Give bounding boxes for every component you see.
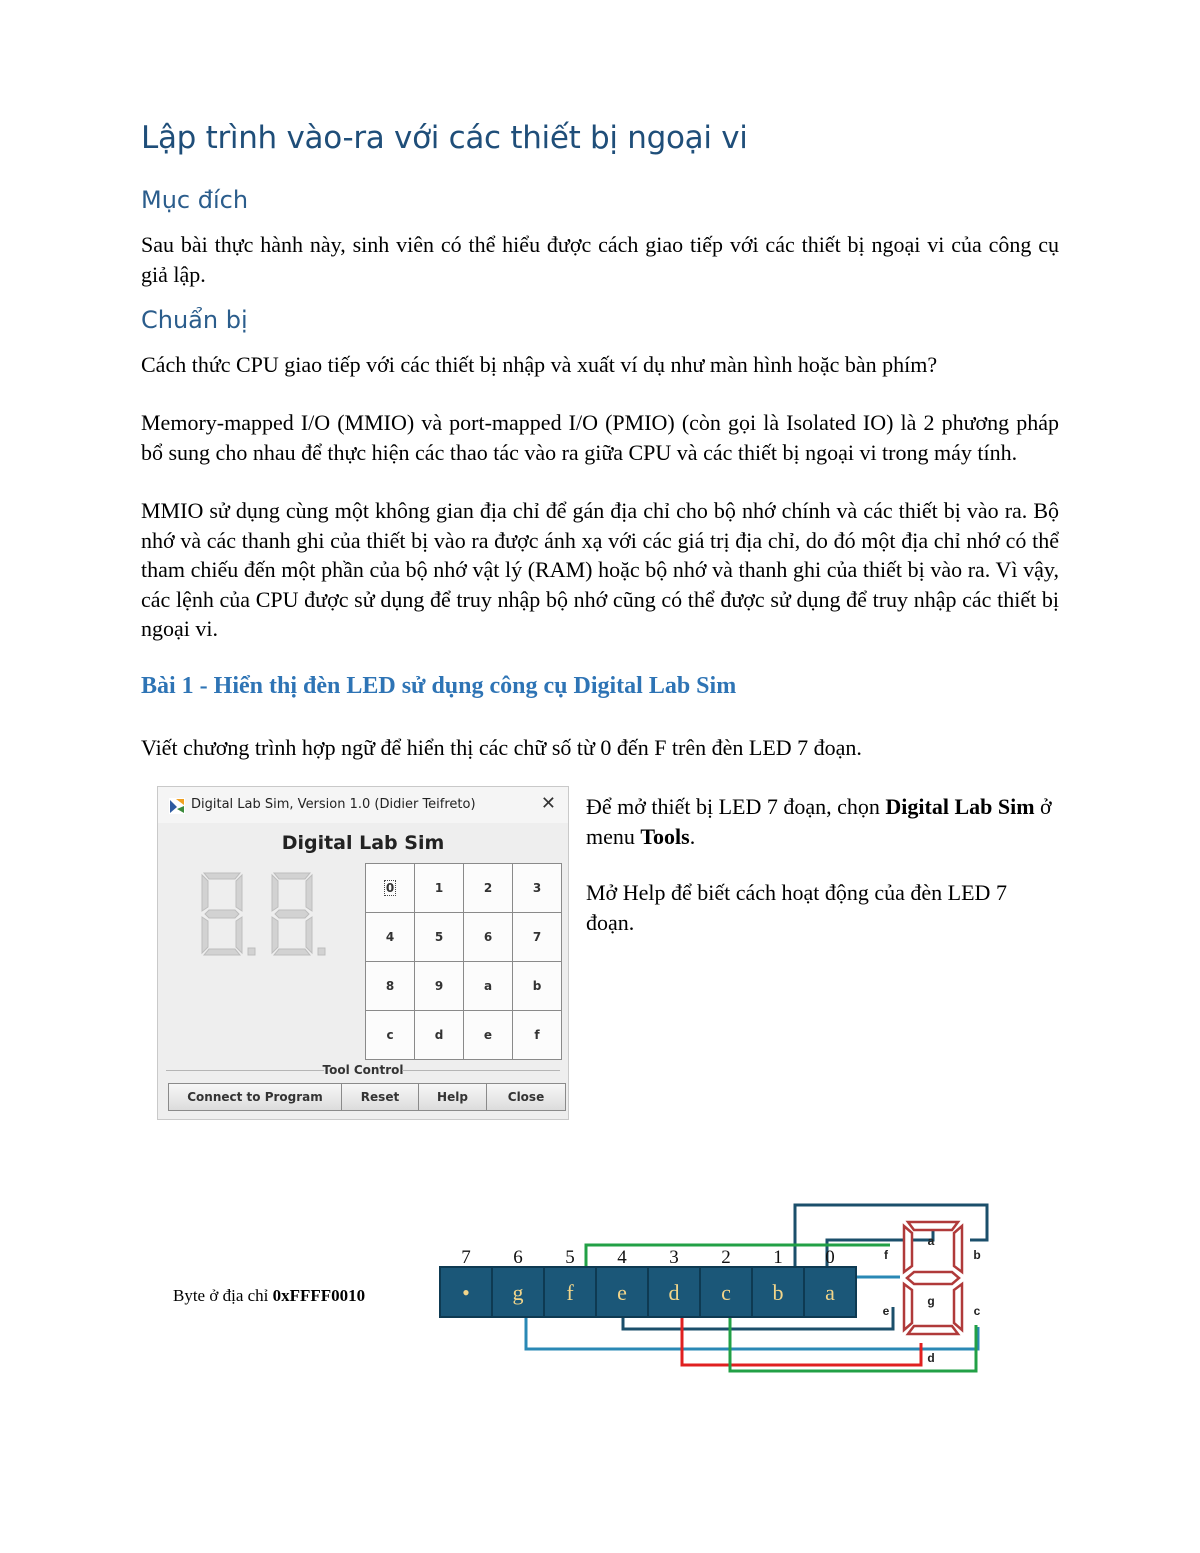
- bit-number: 1: [773, 1247, 783, 1268]
- segment-label-a: a: [927, 1234, 935, 1248]
- digit2-segment-g: [275, 910, 309, 918]
- keypad-key[interactable]: [464, 962, 512, 1010]
- segment-label-d: d: [927, 1351, 935, 1365]
- byte-cell-label: •: [462, 1280, 470, 1305]
- keypad-key-label: e: [483, 1028, 493, 1042]
- keypad-key-label: 0: [385, 881, 395, 895]
- digit1-segment-e: [202, 917, 208, 953]
- prep-paragraph-1: Memory-mapped I/O (MMIO) và port-mapped I/O (PMIO) (còn gọi là Isolated IO) là 2 phương pháp bổ sung cho nhau để thực hiện các thao tác vào ra giữa CPU và các thiết bị ngoại vi trong máy tính.: [141, 410, 1059, 465]
- instruction-text-2: ở menu: [586, 794, 1052, 849]
- bit-number: 3: [669, 1247, 679, 1268]
- connect-to-program-button[interactable]: Connect to Program: [168, 1083, 342, 1111]
- keypad-key-label: 3: [532, 881, 542, 895]
- byte-cell-label: f: [566, 1280, 574, 1305]
- keypad-key-label: 1: [434, 881, 444, 895]
- keypad-key[interactable]: [366, 1011, 414, 1059]
- digital-lab-sim-window: [157, 786, 569, 1120]
- bit-number: 6: [513, 1247, 523, 1268]
- segment-g: [907, 1272, 959, 1284]
- bit-number: 4: [617, 1247, 627, 1268]
- keypad-key[interactable]: [415, 1011, 463, 1059]
- digit1-segment-f: [202, 875, 208, 911]
- prep-paragraph-2: MMIO sử dụng cùng một không gian địa chỉ để gán địa chỉ cho bộ nhớ chính và các thiết bị vào ra. Bộ nhớ và các thanh ghi của thiết bị vào ra được ánh xạ với các giá trị địa chỉ, do đó một địa chỉ nhớ có thể tham chiếu đến một phần của bộ nhớ vật lý (RAM) hoặc bộ nhớ và thanh ghi của thiết bị vào ra. Vì vậy, các lệnh của CPU được sử dụng để truy nhập bộ nhớ cũng có thể được sử dụng để truy nhập các thiết bị ngoại vi.: [141, 498, 1059, 641]
- app-logo-icon: [168, 797, 186, 815]
- segment-a: [908, 1222, 958, 1230]
- keypad-key[interactable]: [513, 913, 561, 961]
- wire-red-lower: [682, 1317, 921, 1365]
- purpose-heading: Mục đích: [141, 186, 249, 214]
- segment-label-e: e: [882, 1304, 890, 1318]
- window-title: Digital Lab Sim, Version 1.0 (Didier Teifreto): [191, 797, 476, 812]
- keypad-key-label: f: [534, 1028, 540, 1042]
- digit2-segment-f: [272, 875, 278, 911]
- reset-button[interactable]: Reset: [341, 1083, 419, 1111]
- instruction-bold-digital-lab-sim: Digital Lab Sim: [885, 794, 1035, 819]
- keypad-key-label: 2: [483, 881, 493, 895]
- prep-heading: Chuẩn bị: [141, 306, 248, 334]
- byte-cell-label: d: [668, 1280, 680, 1305]
- bit-number: 2: [721, 1247, 731, 1268]
- help-instruction: Mở Help để biết cách hoạt động của đèn LED 7 đoạn.: [586, 880, 1007, 935]
- segment-label-b: b: [973, 1248, 981, 1262]
- keypad-key[interactable]: [366, 913, 414, 961]
- byte-label-text: Byte ở địa chỉ: [173, 1286, 273, 1305]
- digit1-segment-d: [204, 949, 240, 955]
- keypad-key-label: d: [434, 1028, 444, 1042]
- help-button[interactable]: Help: [418, 1083, 487, 1111]
- segment-label-g: g: [927, 1294, 935, 1308]
- keypad-key[interactable]: [415, 962, 463, 1010]
- keypad-key[interactable]: [366, 864, 414, 912]
- digit2-dot: [318, 948, 325, 955]
- byte-cell-label: b: [772, 1280, 784, 1305]
- digit1-dot: [248, 948, 255, 955]
- segment-b: [954, 1226, 962, 1272]
- digit2-segment-e: [272, 917, 278, 953]
- bit-number: 0: [825, 1247, 835, 1268]
- keypad-key[interactable]: [464, 913, 512, 961]
- prep-question: Cách thức CPU giao tiếp với các thiết bị nhập và xuất ví dụ như màn hình hoặc bàn phím?: [141, 352, 938, 377]
- keypad-key[interactable]: [464, 1011, 512, 1059]
- keypad-key[interactable]: [513, 1011, 561, 1059]
- page-title: Lập trình vào-ra với các thiết bị ngoại vi: [141, 120, 748, 156]
- digit2-segment-b: [306, 875, 312, 911]
- seven-segment-display: [188, 869, 338, 959]
- keypad-key-label: 6: [483, 930, 493, 944]
- sim-heading: Digital Lab Sim: [281, 832, 445, 854]
- digit1-segment-a: [204, 873, 240, 879]
- lesson-1-heading: Bài 1 - Hiển thị đèn LED sử dụng công cụ Digital Lab Sim: [141, 673, 737, 699]
- keypad-key[interactable]: [415, 864, 463, 912]
- lesson-1-task: Viết chương trình hợp ngữ để hiển thị các chữ số từ 0 đến F trên đèn LED 7 đoạn.: [141, 735, 862, 760]
- tool-control-divider-right: [402, 1070, 560, 1071]
- hex-keypad: [365, 863, 562, 1060]
- segment-label-c: c: [973, 1304, 981, 1318]
- keypad-key[interactable]: [513, 962, 561, 1010]
- byte-cell-label: c: [721, 1280, 731, 1305]
- bit-number: 5: [565, 1247, 575, 1268]
- digit1-segment-c: [236, 917, 242, 953]
- digit2-segment-a: [274, 873, 310, 879]
- byte-segment-diagram: [430, 1195, 1000, 1380]
- purpose-text: Sau bài thực hành này, sinh viên có thể hiểu được cách giao tiếp với các thiết bị ngoại vi của công cụ giả lập.: [141, 232, 1059, 287]
- keypad-key-label: 7: [532, 930, 542, 944]
- instruction-text-1: Để mở thiết bị LED 7 đoạn, chọn: [586, 794, 886, 819]
- segment-f: [904, 1226, 912, 1272]
- keypad-key-label: 5: [434, 930, 444, 944]
- keypad-key-label: 9: [434, 979, 444, 993]
- digit2-segment-d: [274, 949, 310, 955]
- open-tool-instruction: [586, 792, 1060, 851]
- tool-control-buttons: [168, 1083, 565, 1111]
- digit2-segment-c: [306, 917, 312, 953]
- bit-number: 7: [461, 1247, 471, 1268]
- digit1-segment-g: [205, 910, 239, 918]
- window-titlebar[interactable]: [158, 787, 568, 823]
- keypad-key-label: c: [386, 1028, 394, 1042]
- instruction-bold-tools: Tools: [640, 823, 690, 849]
- tool-control-label: Tool Control: [322, 1063, 404, 1077]
- byte-cell-label: a: [825, 1280, 835, 1305]
- byte-cell-label: g: [512, 1280, 524, 1305]
- close-button[interactable]: Close: [486, 1083, 566, 1111]
- wire-c: [586, 1245, 890, 1267]
- keypad-key-label: 8: [385, 979, 395, 993]
- keypad-key[interactable]: [415, 913, 463, 961]
- keypad-key[interactable]: [366, 962, 414, 1010]
- segment-e: [904, 1284, 912, 1330]
- byte-address: 0xFFFF0010: [272, 1286, 366, 1305]
- keypad-key-label: b: [532, 979, 542, 993]
- segment-label-f: f: [884, 1248, 888, 1262]
- byte-address-label: [173, 1286, 365, 1306]
- keypad-key[interactable]: [464, 864, 512, 912]
- window-close-icon[interactable]: ✕: [540, 793, 556, 814]
- keypad-key[interactable]: [513, 864, 561, 912]
- instruction-text-3: .: [689, 823, 696, 849]
- digit1-segment-b: [236, 875, 242, 911]
- keypad-key-label: a: [483, 979, 493, 993]
- segment-c: [954, 1284, 962, 1330]
- keypad-key-label: 4: [385, 930, 395, 944]
- segment-d: [908, 1326, 958, 1334]
- byte-cell-label: e: [617, 1280, 627, 1305]
